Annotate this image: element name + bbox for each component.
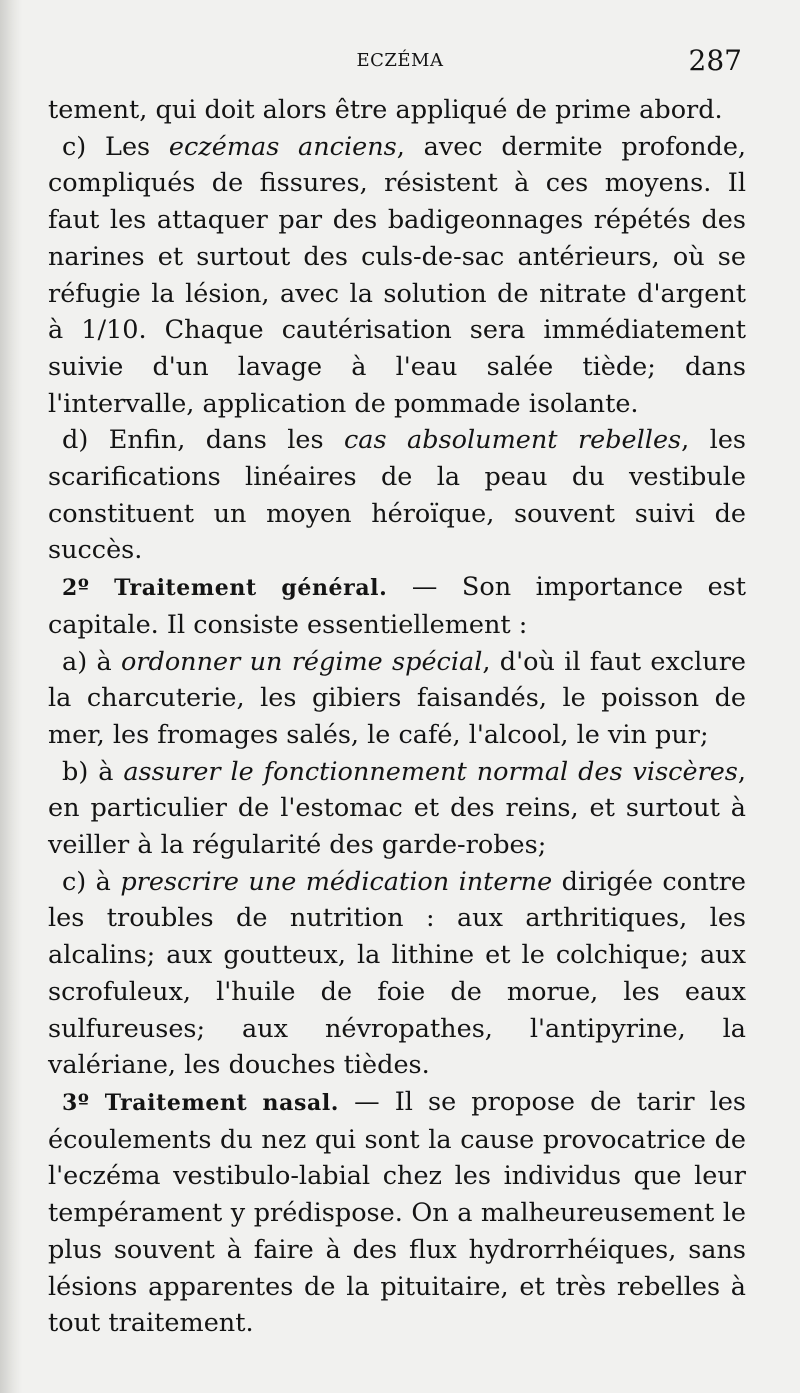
emphasis-text: assurer le fonctionnement normal des viscères bbox=[123, 756, 738, 787]
emphasis-text: prescrire une médication interne bbox=[120, 866, 553, 897]
list-marker: b) bbox=[62, 756, 89, 787]
paragraph-text: — Son importance est capitale. Il consiste essentiellement : bbox=[48, 572, 746, 640]
paragraph-lead: Enfin, dans les bbox=[108, 425, 324, 456]
page-body bbox=[48, 92, 746, 1342]
running-title: ECZÉMA bbox=[356, 50, 444, 71]
paragraph-text: — Il se propose de tarir les écoulements du nez qui sont la cause provocatrice de l'eczéma vestibulo-labial chez les individus que leur tempérament y prédispose. On a malheureusement le plus souvent à faire à des flux hydrorrhéiques, sans lésions apparentes de la pituitaire, et très rebelles à tout traitement. bbox=[48, 1086, 747, 1339]
paragraph-text: dirigée contre les troubles de nutrition : aux arthritiques, les alcalins; aux goutteux, la lithine et le colchique; aux scrofuleux, l'huile de foie de morue, les eaux sulfureuses; aux névropathes, l'antipyrine, la valériane, les douches tièdes. bbox=[48, 866, 746, 1081]
paragraph-text: , en particulier de l'estomac et des reins, et surtout à veiller à la régularité des garde-robes; bbox=[48, 756, 747, 861]
section-heading: 3º Traitement nasal. bbox=[62, 1089, 340, 1116]
list-marker: c) bbox=[62, 866, 87, 897]
paragraph-d-rebelles bbox=[48, 422, 746, 569]
section-traitement-general bbox=[48, 569, 746, 643]
paragraph-c-medication bbox=[48, 864, 746, 1084]
paragraph-lead: Les bbox=[105, 131, 151, 162]
paragraph-text: tement, qui doit alors être appliqué de prime abord. bbox=[48, 95, 723, 125]
emphasis-text: ordonner un régime spécial bbox=[120, 646, 483, 677]
paragraph-b-visceres bbox=[48, 754, 746, 864]
list-marker: a) bbox=[62, 646, 88, 677]
emphasis-text: eczémas anciens bbox=[168, 131, 397, 162]
list-marker: d) bbox=[62, 425, 89, 456]
paragraph-text: , les scarifications linéaires de la peau du vestibule constituent un moyen héroïque, souvent suivi de succès. bbox=[48, 425, 747, 566]
section-traitement-nasal bbox=[48, 1084, 746, 1342]
paragraph-text: , avec dermite profonde, compliqués de fissures, résistent à ces moyens. Il faut les attaquer par des badigeonnages répétés des narines et surtout des culs-de-sac antérieurs, où se réfugie la lésion, avec la solution de nitrate d'argent à 1/10. Chaque cautérisation sera immédiatement suivie d'un lavage à l'eau salée tiède; dans l'intervalle, application de pommade isolante. bbox=[48, 131, 747, 419]
page-number: 287 bbox=[688, 44, 742, 77]
spine-shadow bbox=[0, 0, 22, 1393]
paragraph-c-anciens bbox=[48, 129, 746, 423]
list-marker: c) bbox=[62, 131, 87, 162]
paragraph-continuation bbox=[48, 92, 746, 129]
paragraph-lead: à bbox=[98, 756, 114, 787]
paragraph-text: , d'où il faut exclure la charcuterie, les gibiers faisandés, le poisson de mer, les fromages salés, le café, l'alcool, le vin pur; bbox=[48, 646, 746, 750]
paragraph-lead: à bbox=[96, 646, 112, 677]
section-heading: 2º Traitement général. bbox=[62, 575, 388, 602]
emphasis-text: cas absolument rebelles bbox=[344, 425, 682, 456]
paragraph-lead: à bbox=[95, 866, 111, 897]
page-header bbox=[0, 44, 800, 84]
paragraph-a-regime bbox=[48, 644, 746, 754]
